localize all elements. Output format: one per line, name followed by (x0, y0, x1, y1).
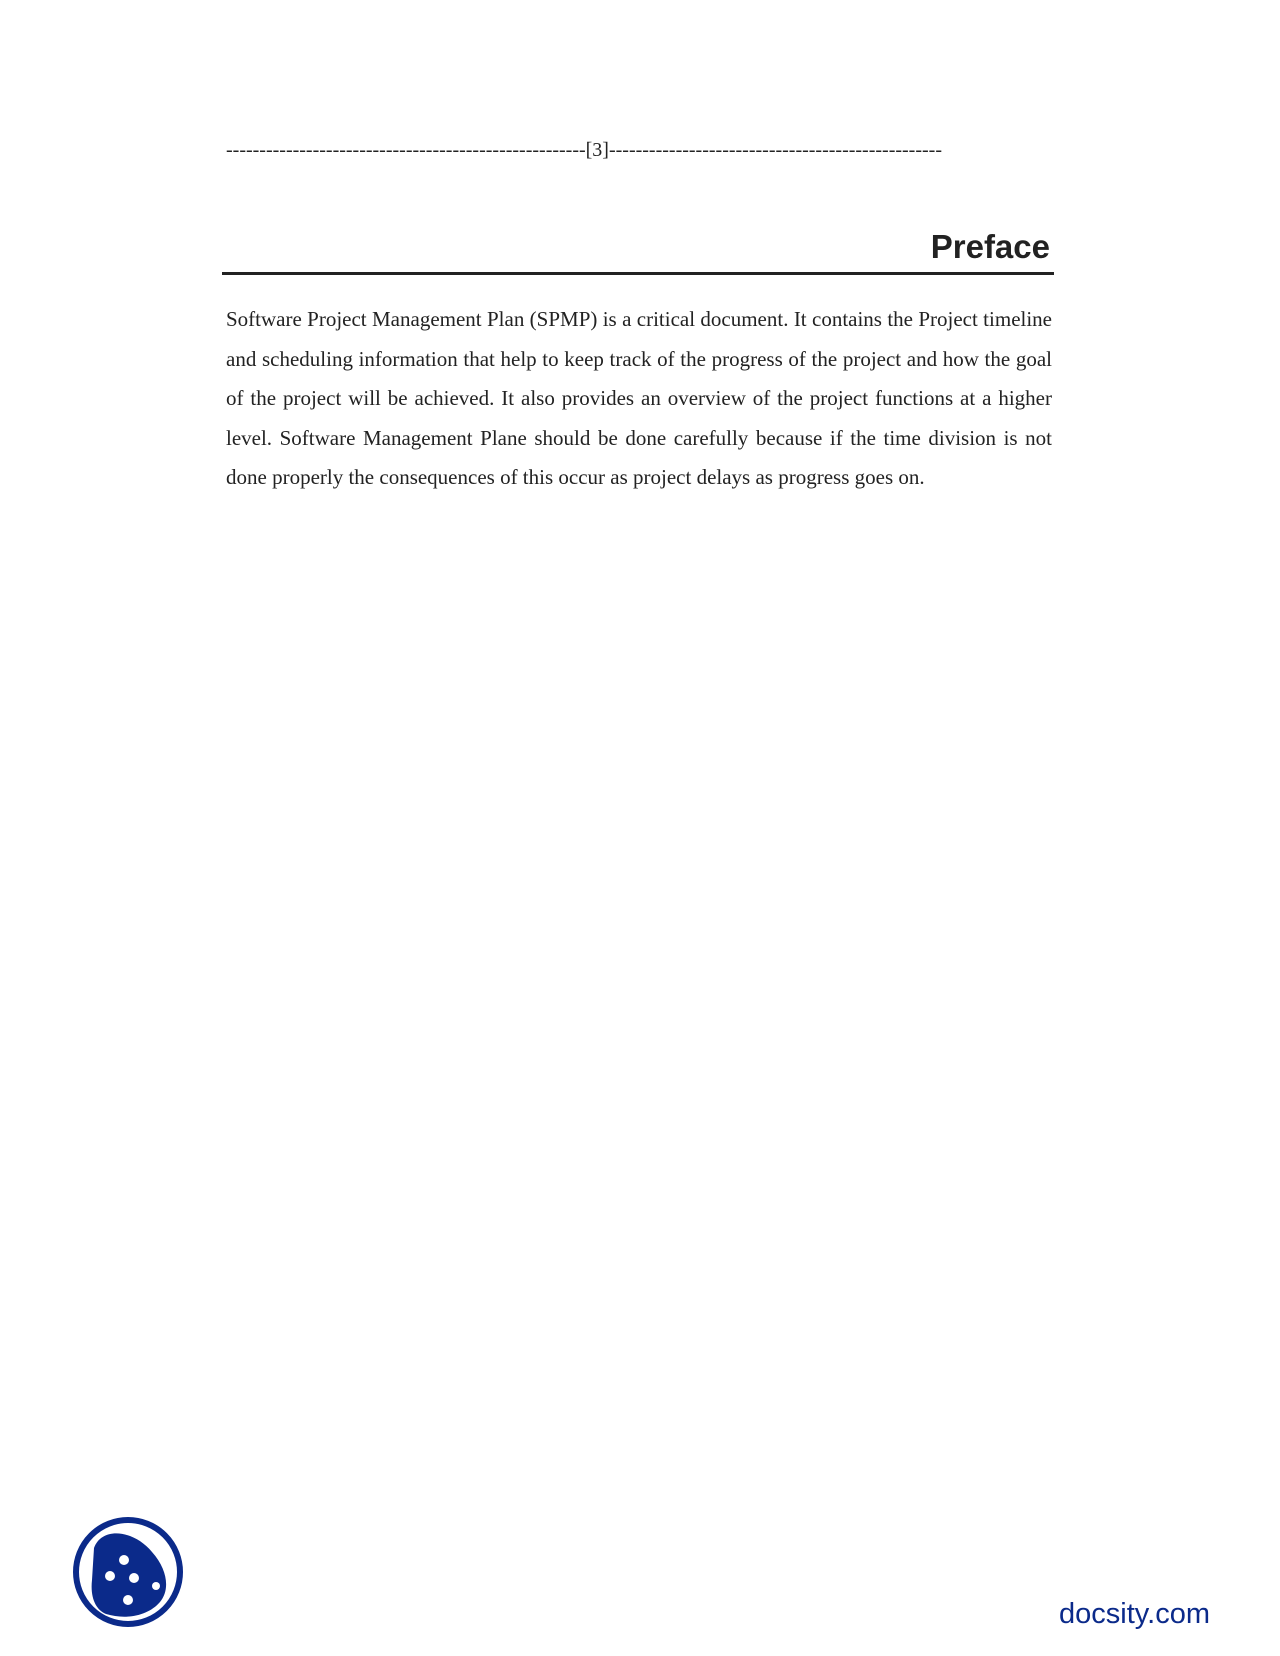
section-title: Preface (930, 228, 1050, 265)
section-heading (222, 226, 1054, 275)
page-number-marker: ------------------------------------------------------[3]-------------------------------------------------- (226, 139, 942, 161)
preface-paragraph: Software Project Management Plan (SPMP) is a critical document. It contains the Project timeline and scheduling information that help to keep track of the progress of the project and how the goal of the project will be achieved. It also provides an overview of the project functions at a higher level. Software Management Plane should be done carefully because if the time division is not done properly the consequences of this occur as project delays as progress goes on. (226, 307, 1052, 490)
docsity-logo-icon (72, 1516, 184, 1628)
docsity-brand-text: docsity.com (1059, 1598, 1210, 1630)
